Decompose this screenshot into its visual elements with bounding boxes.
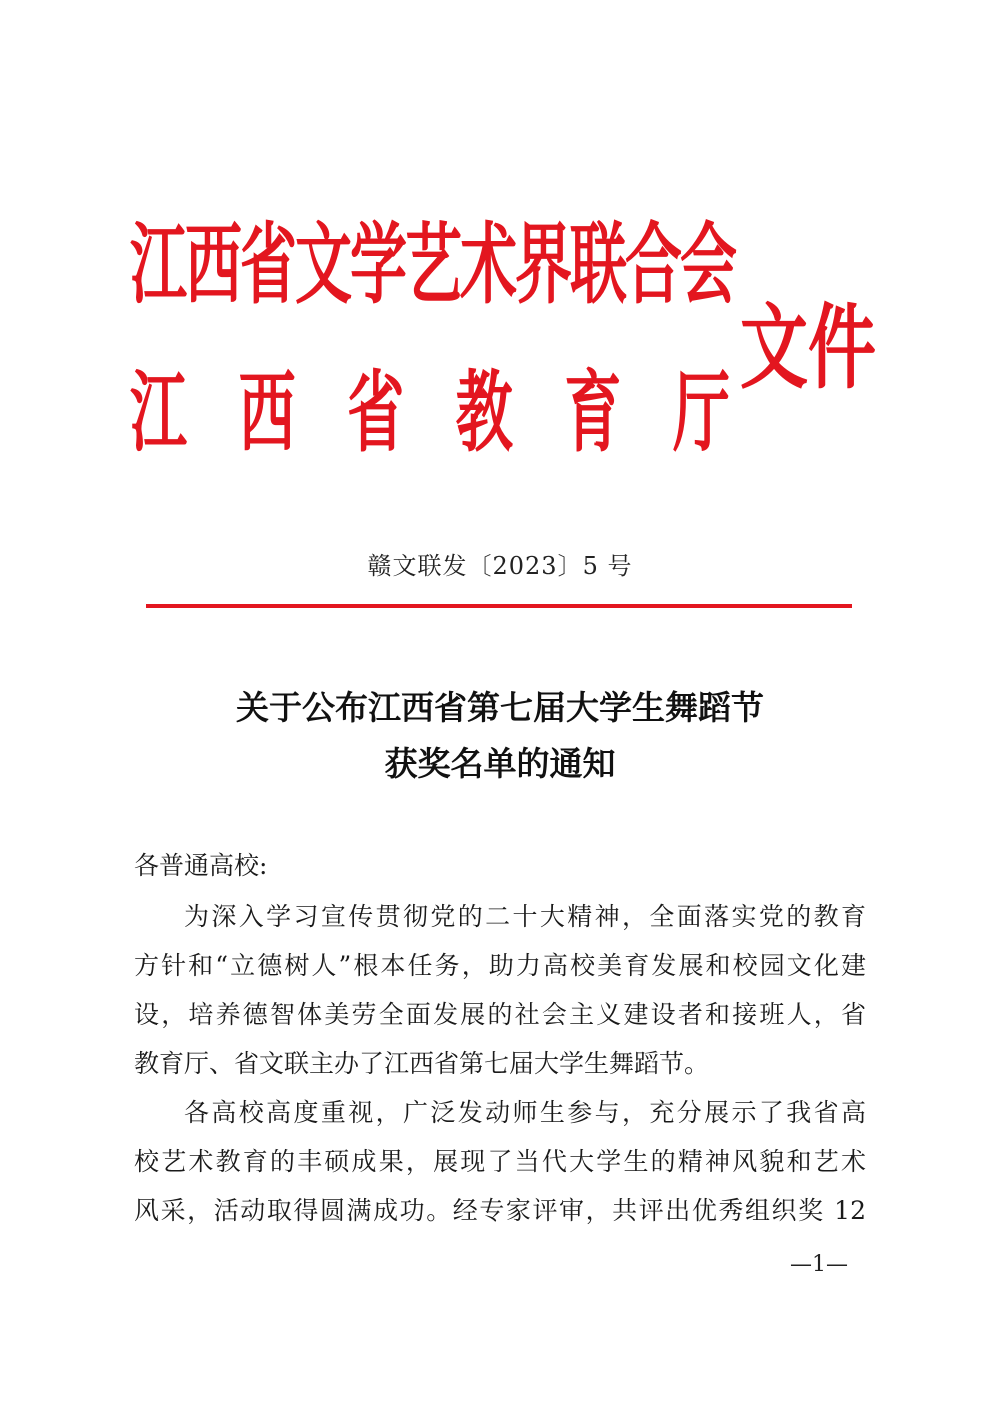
text-line: 方针和“立德树人”根本任务，助力高校美育发展和校园文化建 <box>134 951 866 980</box>
title-line-2: 获奖名单的通知 <box>384 744 616 783</box>
text-line: 设，培养德智体美劳全面发展的社会主义建设者和接班人，省 <box>134 1000 866 1029</box>
red-separator-line <box>146 604 852 608</box>
text-line: 各高校高度重视，广泛发动师生参与，充分展示了我省高 <box>184 1098 866 1127</box>
text-line: 风采，活动取得圆满成功。经专家评审，共评出优秀组织奖 12 <box>134 1196 866 1225</box>
text-line: 校艺术教育的丰硕成果，展现了当代大学生的精神风貌和艺术 <box>134 1147 866 1176</box>
issuer-char: 育 <box>564 362 622 465</box>
body-text <box>134 892 866 1235</box>
document-label: 文件 <box>740 295 877 403</box>
paragraph-2 <box>134 1088 866 1235</box>
issuer-name-education-dept <box>130 362 730 465</box>
document-number: 赣文联发〔2023〕5 号 <box>367 552 633 580</box>
issuer-char: 厅 <box>672 362 730 465</box>
issuer-name-federation: 江西省文学艺术界联合会 <box>130 214 735 317</box>
issuer-char: 教 <box>455 362 513 465</box>
text-line: 教育厅、省文联主办了江西省第七届大学生舞蹈节。 <box>134 1049 710 1078</box>
page-number: —1— <box>790 1252 848 1277</box>
addressee: 各普通高校: <box>134 851 268 880</box>
notice-title <box>0 680 1000 792</box>
title-line-1: 关于公布江西省第七届大学生舞蹈节 <box>236 688 764 727</box>
issuer-char: 省 <box>347 362 405 465</box>
issuer-char: 西 <box>238 362 296 465</box>
paragraph-1 <box>134 892 866 1088</box>
red-masthead <box>130 214 890 472</box>
issuer-char: 江 <box>130 362 187 465</box>
text-line: 为深入学习宣传贯彻党的二十大精神，全面落实党的教育 <box>184 902 866 931</box>
